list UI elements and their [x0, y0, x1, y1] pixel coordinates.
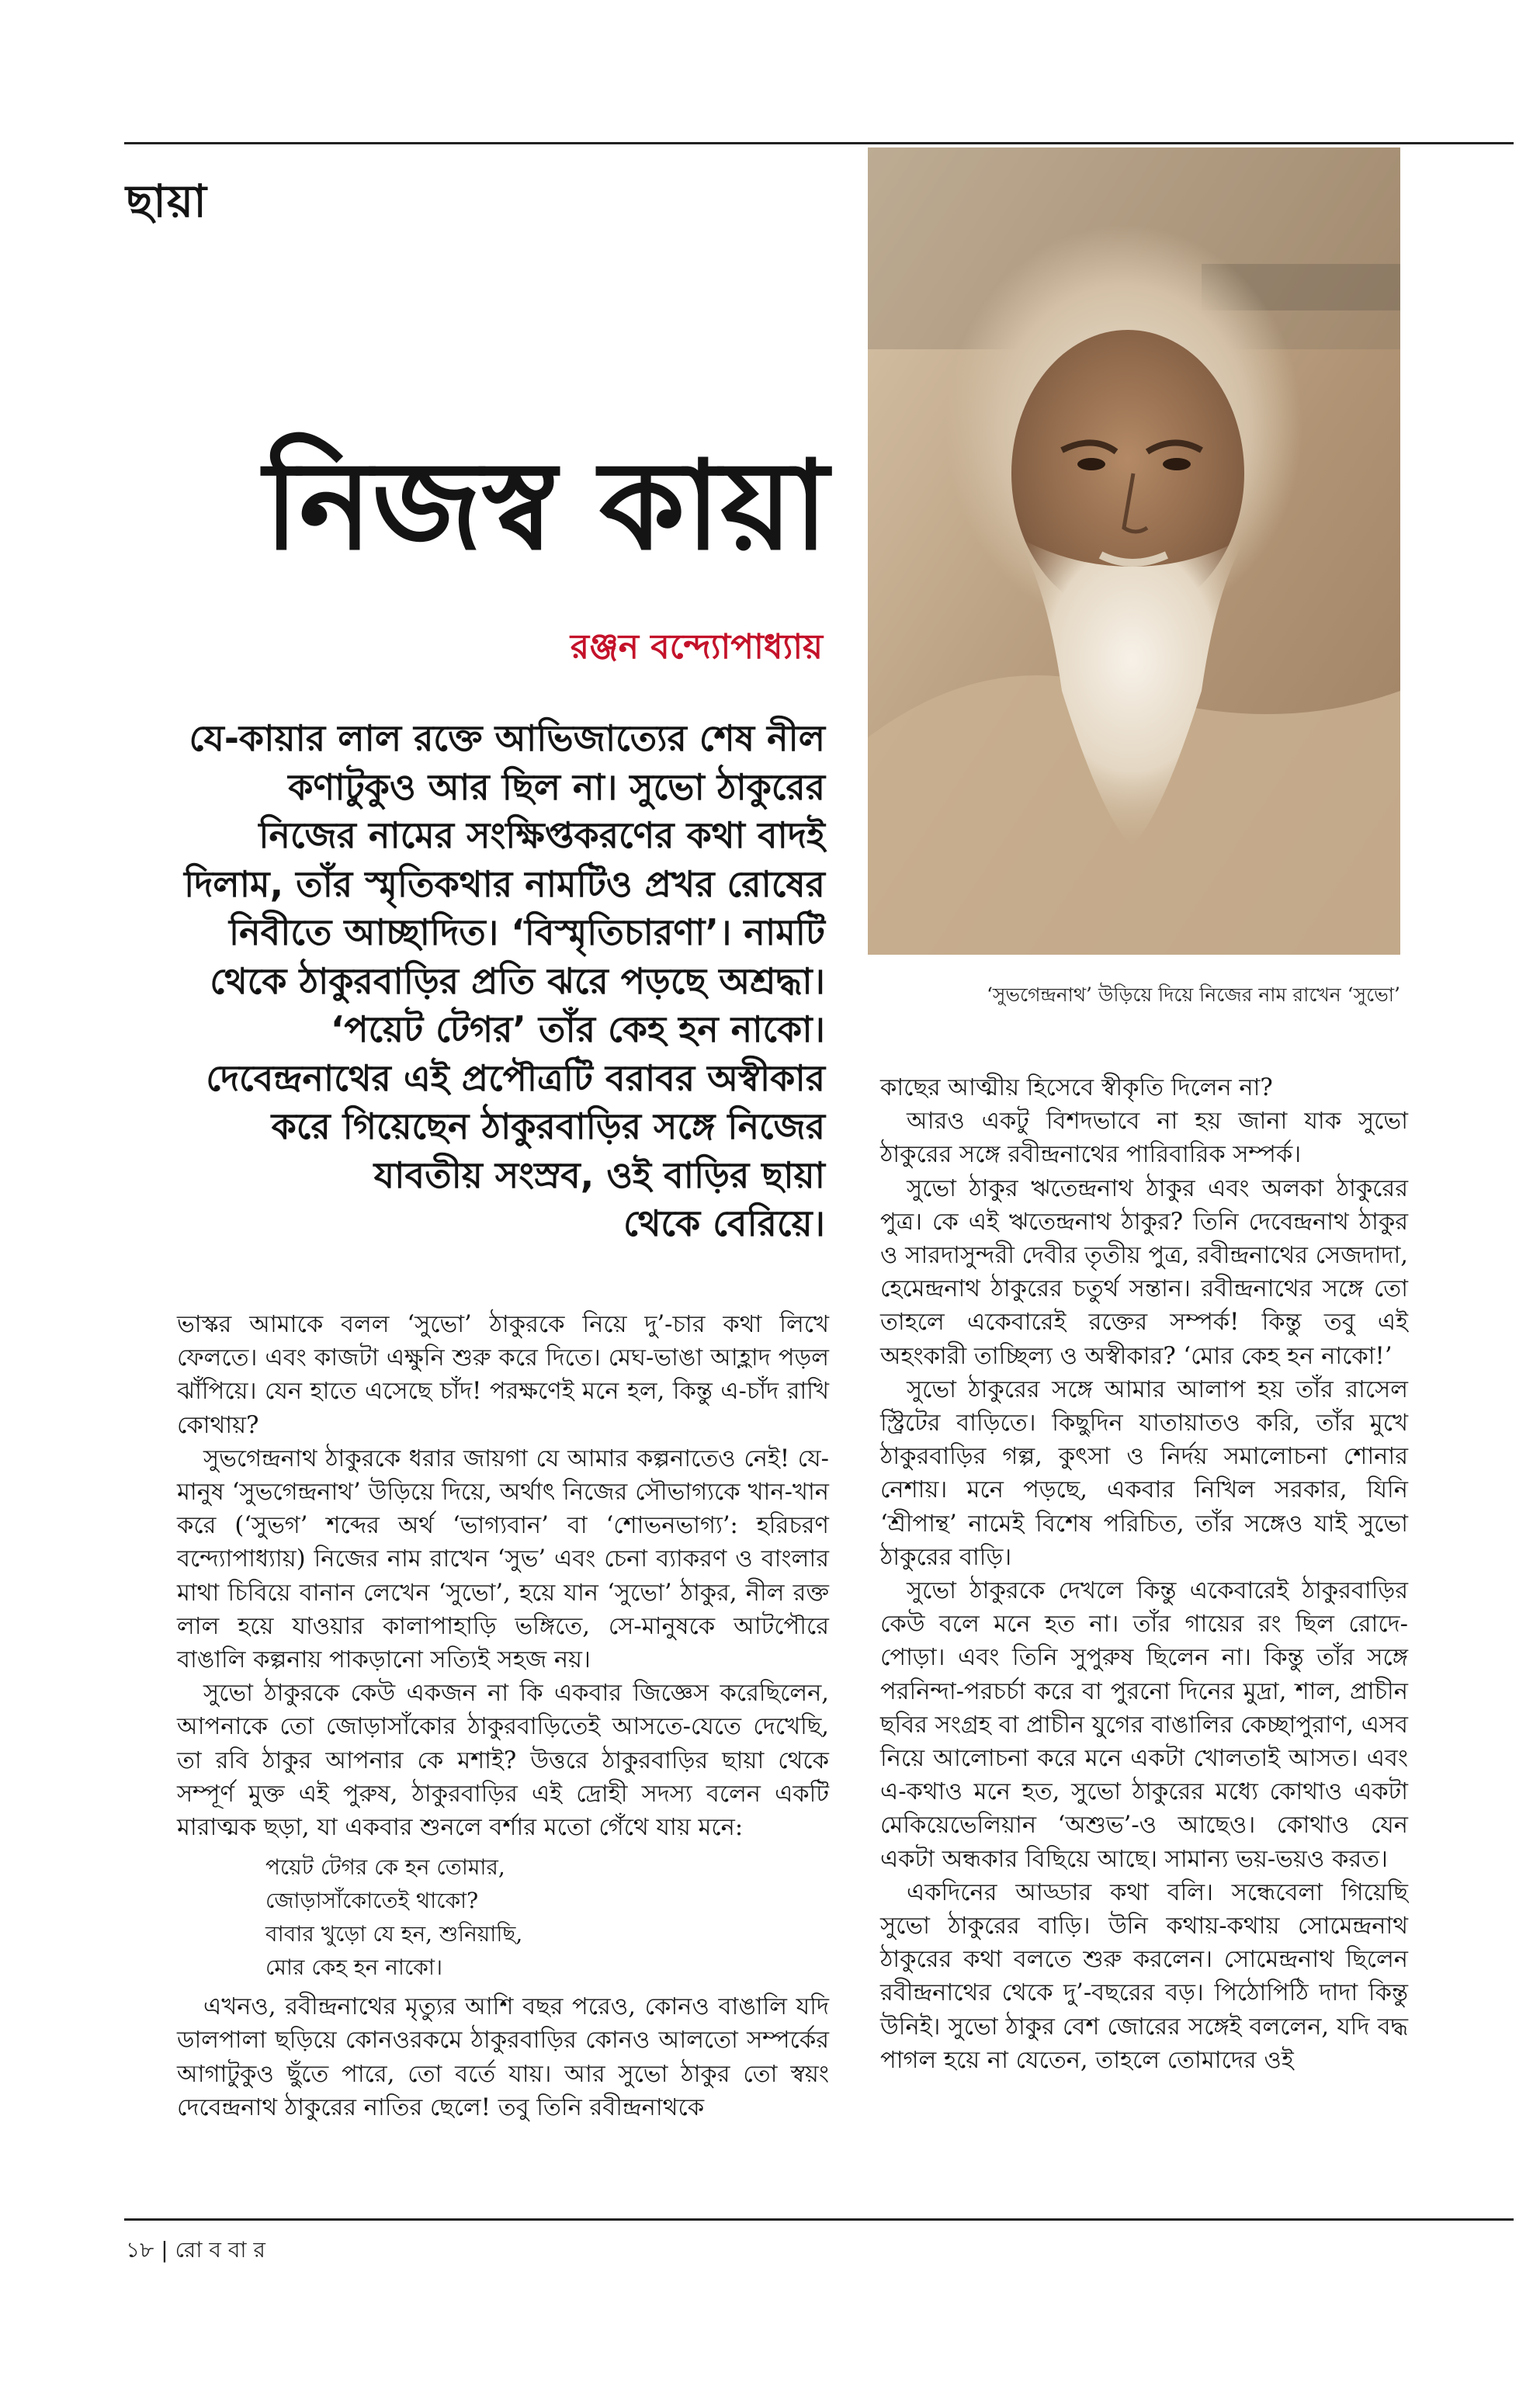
- verse-line: জোড়াসাঁকোতেই থাকো?: [265, 1888, 479, 1914]
- intro-line: নিবীতে আচ্ছাদিত। ‘বিস্মৃতিচারণা’। নামটি: [229, 911, 825, 954]
- paragraph: ভাস্কর আমাকে বলল ‘সুভো’ ঠাকুরকে নিয়ে দু’-চার কথা লিখে ফেলতে। এবং কাজটা এক্ষুনি শুরু করে দিতে। মেঘ-ভাঙা আহ্লাদ পড়ল ঝাঁপিয়ে। যেন হাতে এসেছে চাঁদ! পরক্ষণেই মনে হল, কিন্তু এ-চাঁদ রাখি কোথায়?: [177, 1311, 829, 1439]
- paragraph: সুভো ঠাকুরকে কেউ একজন না কি একবার জিজ্ঞেস করেছিলেন, আপনাকে তো জোড়াসাঁকোর ঠাকুরবাড়িতেই আসতে-যেতে দেখেছি, তা রবি ঠাকুর আপনার কে মশাই? উত্তরে ঠাকুরবাড়ির ছায়া থেকে সম্পূর্ণ মুক্ত এই পুরুষ, ঠাকুরবাড়ির এই দ্রোহী সদস্য বলেন একটি মারাত্মক ছড়া, যা একবার শুনলে বর্শার মতো গেঁথে যায় মনে:: [177, 1680, 829, 1842]
- byline: রঞ্জন বন্দ্যোপাধ্যায়: [570, 627, 823, 667]
- portrait-photo: [868, 147, 1400, 955]
- intro-line: করে গিয়েছেন ঠাকুরবাড়ির সঙ্গে নিজের: [271, 1105, 825, 1148]
- intro-line: যে-কায়ার লাল রক্তে আভিজাত্যের শেষ নীল: [189, 717, 825, 759]
- paragraph: সুভো ঠাকুরকে দেখলে কিন্তু একেবারেই ঠাকুরবাড়ির কেউ বলে মনে হত না। তাঁর গায়ের রং ছিল রোদে-পোড়া। এবং তিনি সুপুরুষ ছিলেন না। কিন্তু তাঁর সঙ্গে পরনিন্দা-পরচর্চা করে বা পুরনো দিনের মুদ্রা, শাল, প্রাচীন ছবির সংগ্রহ বা প্রাচীন যুগের বাঙালির কেচ্ছাপুরাণ, এসব নিয়ে আলোচনা করে মনে একটা খোলতাই আসত। এবং এ-কথাও মনে হত, সুভো ঠাকুরের মধ্যে কোথাও একটা মেকিয়েভেলিয়ান ‘অশুভ’-ও আছেও। কোথাও যেন একটা অন্ধকার বিছিয়ে আছে। সামান্য ভয়-ভয়ও করত।: [880, 1577, 1408, 1873]
- portrait-illustration: [868, 147, 1400, 955]
- paragraph: সুভগেন্দ্রনাথ ঠাকুরকে ধরার জায়গা যে আমার কল্পনাতেও নেই! যে-মানুষ ‘সুভগেন্দ্রনাথ’ উড়িয়ে দিয়ে, অর্থাৎ নিজের সৌভাগ্যকে খান-খান করে (‘সুভগ’ শব্দের অর্থ ‘ভাগ্যবান’ বা ‘শোভনভাগ্য’: হরিচরণ বন্দ্যোপাধ্যায়) নিজের নাম রাখেন ‘সুভ’ এবং চেনা ব্যাকরণ ও বাংলার মাথা চিবিয়ে বানান লেখেন ‘সুভো’, হয়ে যান ‘সুভো’ ঠাকুর, নীল রক্ত লাল হয়ে যাওয়ার কালাপাহাড়ি ভঙ্গিতে, সে-মানুষকে আটপৌরে বাঙালি কল্পনায় পাকড়ানো সত্যিই সহজ নয়।: [177, 1444, 829, 1674]
- section-label: ছায়া: [126, 175, 207, 227]
- intro-line: থেকে বেরিয়ে।: [623, 1202, 825, 1245]
- page-footer: ১৮ | রো ব বা র: [126, 2237, 265, 2263]
- intro-line: দেবেন্দ্রনাথের এই প্রপৌত্রটি বরাবর অস্বীকার: [206, 1056, 825, 1099]
- intro-line: দিলাম, তাঁর স্মৃতিকথার নামটিও প্রখর রোষের: [184, 862, 825, 905]
- paragraph: সুভো ঠাকুর ঋতেন্দ্রনাথ ঠাকুর এবং অলকা ঠাকুরের পুত্র। কে এই ঋতেন্দ্রনাথ ঠাকুর? তিনি দেবেন্দ্রনাথ ঠাকুর ও সারদাসুন্দরী দেবীর তৃতীয় পুত্র, রবীন্দ্রনাথের সেজদাদা, হেমেন্দ্রনাথ ঠাকুরের চতুর্থ সন্তান। রবীন্দ্রনাথের সঙ্গে তো তাহলে একেবারেই রক্তের সম্পর্ক! কিন্তু তবু এই অহংকারী তাচ্ছিল্য ও অস্বীকার? ‘মোর কেহ হন নাকো!’: [880, 1174, 1408, 1370]
- body-column-left: [177, 1308, 829, 2124]
- intro-line: ‘পয়েট টেগর’ তাঁর কেহ হন নাকো।: [330, 1008, 825, 1051]
- intro-line: নিজের নামের সংক্ষিপ্তকরণের কথা বাদই: [258, 814, 825, 857]
- verse-line: মোর কেহ হন নাকো।: [265, 1954, 443, 1981]
- intro-blurb: [144, 714, 825, 1248]
- top-rule: [124, 142, 1514, 144]
- paragraph: এখনও, রবীন্দ্রনাথের মৃত্যুর আশি বছর পরেও, কোনও বাঙালি যদি ডালপালা ছড়িয়ে কোনওরকমে ঠাকুরবাড়ির কোনও আলতো সম্পর্কের আগাটুকুও ছুঁতে পারে, তো বর্তে যায়। আর সুভো ঠাকুর তো স্বয়ং দেবেন্দ্রনাথ ঠাকুরের নাতির ছেলে! তবু তিনি রবীন্দ্রনাথকে: [177, 1993, 829, 2121]
- bottom-rule: [124, 2218, 1514, 2221]
- verse-block: [265, 1850, 829, 1984]
- intro-line: কণাটুকুও আর ছিল না। সুভো ঠাকুরের: [288, 765, 825, 808]
- paragraph: আরও একটু বিশদভাবে না হয় জানা যাক সুভো ঠাকুরের সঙ্গে রবীন্দ্রনাথের পারিবারিক সম্পর্ক।: [880, 1108, 1408, 1169]
- intro-line: যাবতীয় সংস্রব, ওই বাড়ির ছায়া: [373, 1153, 825, 1196]
- verse-line: বাবার খুড়ো যে হন, শুনিয়াছি,: [265, 1921, 523, 1947]
- paragraph: কাছের আত্মীয় হিসেবে স্বীকৃতি দিলেন না?: [880, 1074, 1273, 1101]
- paragraph: সুভো ঠাকুরের সঙ্গে আমার আলাপ হয় তাঁর রাসেল স্ট্রিটের বাড়িতে। কিছুদিন যাতায়াতও করি, তাঁর মুখে ঠাকুরবাড়ির গল্প, কুৎসা ও নির্দয় সমালোচনা শোনার নেশায়। মনে পড়ছে, একবার নিখিল সরকার, যিনি ‘শ্রীপান্থ’ নামেই বিশেষ পরিচিত, তাঁর সঙ্গেও যাই সুভো ঠাকুরের বাড়ি।: [880, 1375, 1408, 1571]
- headline: নিজস্ব কায়া: [264, 435, 829, 577]
- verse-line: পয়েট টেগর কে হন তোমার,: [265, 1854, 505, 1881]
- intro-line: থেকে ঠাকুরবাড়ির প্রতি ঝরে পড়ছে অশ্রদ্ধা।: [210, 959, 825, 1002]
- paragraph: একদিনের আড্ডার কথা বলি। সন্ধেবেলা গিয়েছি সুভো ঠাকুরের বাড়ি। উনি কথায়-কথায় সোমেন্দ্রনাথ ঠাকুরের কথা বলতে শুরু করলেন। সোমেন্দ্রনাথ ছিলেন রবীন্দ্রনাথের থেকে দু’-বছরের বড়। পিঠোপিঠি দাদা কিন্তু উনিই। সুভো ঠাকুর বেশ জোরের সঙ্গেই বললেন, যদি বদ্ধ পাগল হয়ে না যেতেন, তাহলে তোমাদের ওই: [880, 1878, 1408, 2074]
- photo-caption: ‘সুভগেন্দ্রনাথ’ উড়িয়ে দিয়ে নিজের নাম রাখেন ‘সুভো’: [986, 983, 1400, 1006]
- body-column-right: [880, 1071, 1408, 2077]
